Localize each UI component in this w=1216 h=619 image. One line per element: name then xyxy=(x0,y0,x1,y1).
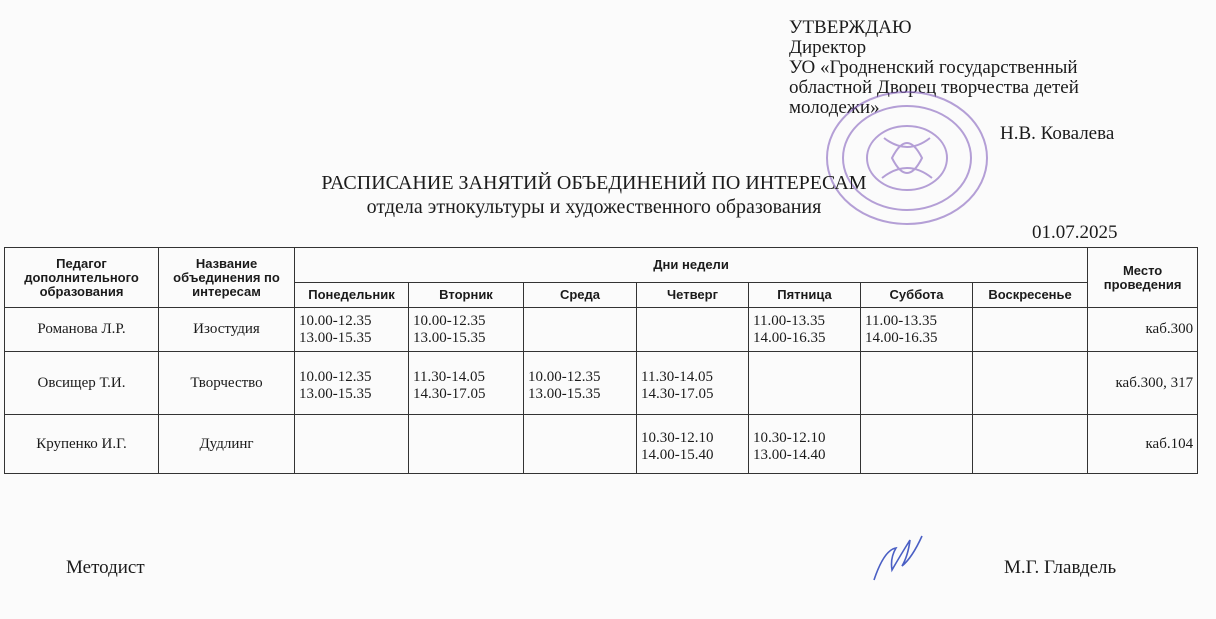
approval-org-line3: молодежи» xyxy=(789,97,880,118)
table-row xyxy=(5,415,1198,474)
header-days-group: Дни недели xyxy=(295,248,1088,283)
time-cell-friday: 10.30-12.10 13.00-14.40 xyxy=(749,415,861,474)
header-day-friday: Пятница xyxy=(749,283,861,308)
time-cell-tuesday: 10.00-12.35 13.00-15.35 xyxy=(409,308,524,352)
methodist-label: Методист xyxy=(66,557,145,578)
header-teacher: Педагог дополнительного образования xyxy=(5,248,159,308)
time-cell-friday: 11.00-13.35 14.00-16.35 xyxy=(749,308,861,352)
approval-signer: Н.В. Ковалева xyxy=(1000,123,1115,144)
time-cell-friday xyxy=(749,352,861,415)
header-day-wednesday: Среда xyxy=(524,283,637,308)
time-cell-sunday xyxy=(973,352,1088,415)
place-cell: каб.300 xyxy=(1088,308,1198,352)
association-cell: Изостудия xyxy=(159,308,295,352)
header-day-sunday: Воскресенье xyxy=(973,283,1088,308)
time-cell-sunday xyxy=(973,415,1088,474)
time-cell-monday: 10.00-12.35 13.00-15.35 xyxy=(295,308,409,352)
header-day-tuesday: Вторник xyxy=(409,283,524,308)
document-title: РАСПИСАНИЕ ЗАНЯТИЙ ОБЪЕДИНЕНИЙ ПО ИНТЕРЕСАМ xyxy=(321,172,867,194)
header-association: Название объединения по интересам xyxy=(159,248,295,308)
association-cell: Творчество xyxy=(159,352,295,415)
time-cell-wednesday: 10.00-12.35 13.00-15.35 xyxy=(524,352,637,415)
time-cell-sunday xyxy=(973,308,1088,352)
table-row xyxy=(5,308,1198,352)
place-cell: каб.300, 317 xyxy=(1088,352,1198,415)
time-cell-thursday xyxy=(637,308,749,352)
time-cell-saturday xyxy=(861,352,973,415)
time-cell-thursday: 10.30-12.10 14.00-15.40 xyxy=(637,415,749,474)
time-cell-saturday: 11.00-13.35 14.00-16.35 xyxy=(861,308,973,352)
handwritten-signature xyxy=(866,530,926,590)
approval-heading: УТВЕРЖДАЮ xyxy=(789,17,912,38)
time-cell-monday: 10.00-12.35 13.00-15.35 xyxy=(295,352,409,415)
teacher-cell: Крупенко И.Г. xyxy=(5,415,159,474)
approval-position: Директор xyxy=(789,37,867,58)
header-day-saturday: Суббота xyxy=(861,283,973,308)
time-cell-wednesday xyxy=(524,308,637,352)
header-day-thursday: Четверг xyxy=(637,283,749,308)
approval-org-line1: УО «Гродненский государственный xyxy=(789,57,1078,78)
place-cell: каб.104 xyxy=(1088,415,1198,474)
table-row xyxy=(5,352,1198,415)
teacher-cell: Романова Л.Р. xyxy=(5,308,159,352)
time-cell-saturday xyxy=(861,415,973,474)
methodist-name: М.Г. Главдель xyxy=(1004,557,1117,578)
time-cell-wednesday xyxy=(524,415,637,474)
schedule-table xyxy=(4,247,1198,474)
document-date: 01.07.2025 xyxy=(1032,222,1118,243)
header-place: Место проведения xyxy=(1088,248,1198,308)
approval-org-line2: областной Дворец творчества детей xyxy=(789,77,1079,98)
time-cell-tuesday xyxy=(409,415,524,474)
header-day-monday: Понедельник xyxy=(295,283,409,308)
time-cell-monday xyxy=(295,415,409,474)
time-cell-thursday: 11.30-14.05 14.30-17.05 xyxy=(637,352,749,415)
teacher-cell: Овсищер Т.И. xyxy=(5,352,159,415)
time-cell-tuesday: 11.30-14.05 14.30-17.05 xyxy=(409,352,524,415)
document-subtitle: отдела этнокультуры и художественного образования xyxy=(366,196,822,218)
association-cell: Дудлинг xyxy=(159,415,295,474)
